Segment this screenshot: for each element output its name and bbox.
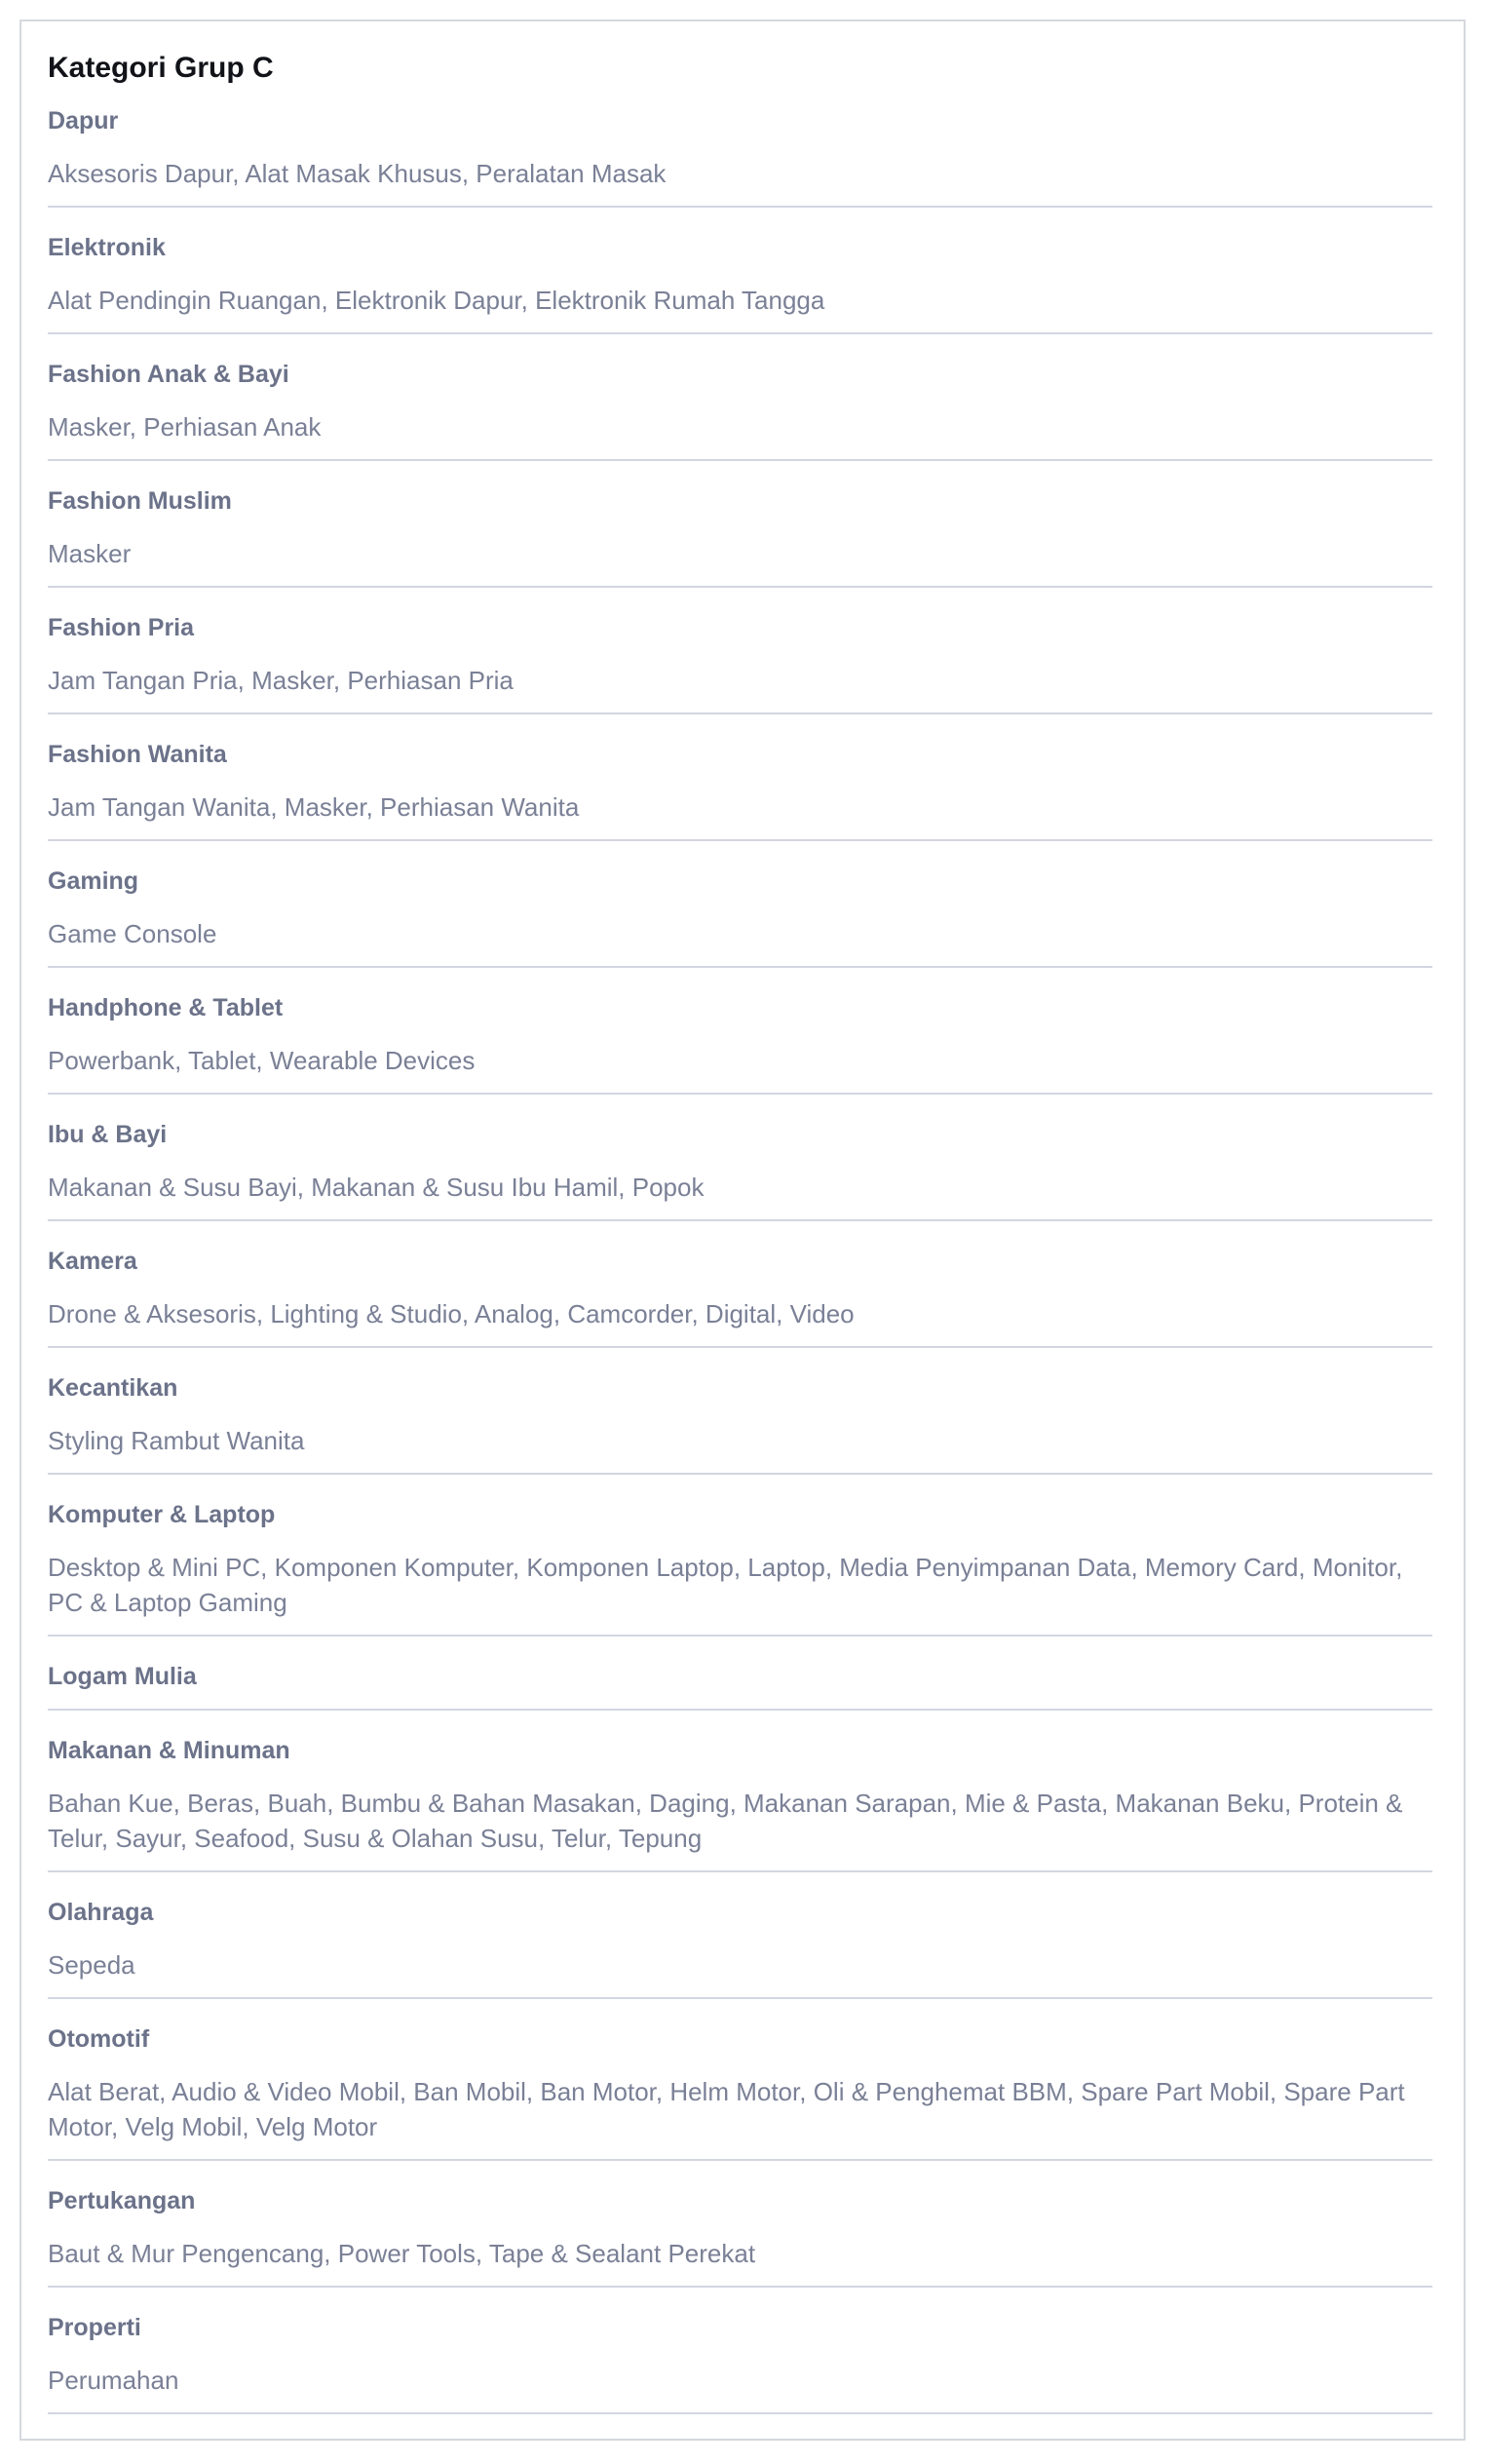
category-item-ibu-bayi — [48, 1117, 1432, 1221]
category-name: Kamera — [48, 1248, 137, 1275]
subcategory-list: Bahan Kue, Beras, Buah, Bumbu & Bahan Masakan, Daging, Makanan Sarapan, Mie & Pasta, Makanan Beku, Protein & Telur, Sayur, Seafood, Susu & Olahan Susu, Telur, Tepung — [48, 1789, 1403, 1853]
subcategory-list: Powerbank, Tablet, Wearable Devices — [48, 1046, 476, 1075]
subcategory-list: Styling Rambut Wanita — [48, 1426, 305, 1455]
category-item-otomotif — [48, 2021, 1432, 2161]
subcategory-list: Desktop & Mini PC, Komponen Komputer, Komponen Laptop, Laptop, Media Penyimpanan Data, Memory Card, Monitor, PC & Laptop Gaming — [48, 1553, 1403, 1617]
category-item-makanan-minuman — [48, 1733, 1432, 1872]
category-name: Otomotif — [48, 2025, 150, 2053]
category-name: Handphone & Tablet — [48, 994, 284, 1021]
subcategory-list: Masker — [48, 539, 132, 568]
category-item-gaming — [48, 864, 1432, 968]
subcategory-list: Aksesoris Dapur, Alat Masak Khusus, Peralatan Masak — [48, 159, 667, 188]
category-name: Fashion Anak & Bayi — [48, 361, 289, 388]
subcategory-list: Alat Berat, Audio & Video Mobil, Ban Mobil, Ban Motor, Helm Motor, Oli & Penghemat BBM, Spare Part Mobil, Spare Part Motor, Velg Mobil, Velg Motor — [48, 2077, 1405, 2141]
subcategory-list: Masker, Perhiasan Anak — [48, 412, 322, 442]
category-name: Fashion Muslim — [48, 487, 232, 515]
category-item-kecantikan — [48, 1370, 1432, 1475]
subcategory-list: Baut & Mur Pengencang, Power Tools, Tape & Sealant Perekat — [48, 2239, 756, 2268]
subcategory-list: Game Console — [48, 919, 217, 948]
category-name: Olahraga — [48, 1899, 154, 1926]
subcategory-list: Makanan & Susu Bayi, Makanan & Susu Ibu Hamil, Popok — [48, 1173, 705, 1202]
category-name: Logam Mulia — [48, 1663, 197, 1690]
category-item-logam-mulia — [48, 1659, 1432, 1711]
category-name: Komputer & Laptop — [48, 1501, 276, 1528]
subcategory-list: Drone & Aksesoris, Lighting & Studio, Analog, Camcorder, Digital, Video — [48, 1299, 855, 1328]
category-item-dapur — [48, 103, 1432, 208]
category-item-fashion-wanita — [48, 737, 1432, 841]
category-name: Pertukangan — [48, 2187, 196, 2214]
category-card — [19, 19, 1466, 2441]
category-name: Kecantikan — [48, 1374, 178, 1402]
subcategory-list: Alat Pendingin Ruangan, Elektronik Dapur, Elektronik Rumah Tangga — [48, 286, 825, 315]
subcategory-list: Perumahan — [48, 2366, 179, 2395]
category-item-kamera — [48, 1244, 1432, 1348]
category-item-olahraga — [48, 1895, 1432, 1999]
category-name: Gaming — [48, 867, 139, 895]
category-item-properti — [48, 2310, 1432, 2414]
category-name: Fashion Wanita — [48, 741, 227, 768]
category-item-komputer-laptop — [48, 1497, 1432, 1636]
category-name: Elektronik — [48, 234, 166, 261]
category-list — [48, 103, 1432, 2437]
category-item-fashion-anak-bayi — [48, 357, 1432, 461]
subcategory-list: Jam Tangan Wanita, Masker, Perhiasan Wanita — [48, 792, 580, 822]
category-item-fashion-pria — [48, 610, 1432, 714]
category-item-pertukangan — [48, 2183, 1432, 2288]
category-item-elektronik — [48, 230, 1432, 334]
category-name: Properti — [48, 2314, 141, 2341]
category-name: Makanan & Minuman — [48, 1737, 290, 1764]
category-name: Fashion Pria — [48, 614, 195, 641]
subcategory-list: Jam Tangan Pria, Masker, Perhiasan Pria — [48, 666, 514, 695]
page-title: Kategori Grup C — [48, 52, 274, 84]
category-item-handphone-tablet — [48, 990, 1432, 1095]
category-name: Dapur — [48, 107, 119, 135]
category-item-fashion-muslim — [48, 483, 1432, 588]
subcategory-list: Sepeda — [48, 1950, 135, 1980]
category-name: Ibu & Bayi — [48, 1121, 168, 1148]
